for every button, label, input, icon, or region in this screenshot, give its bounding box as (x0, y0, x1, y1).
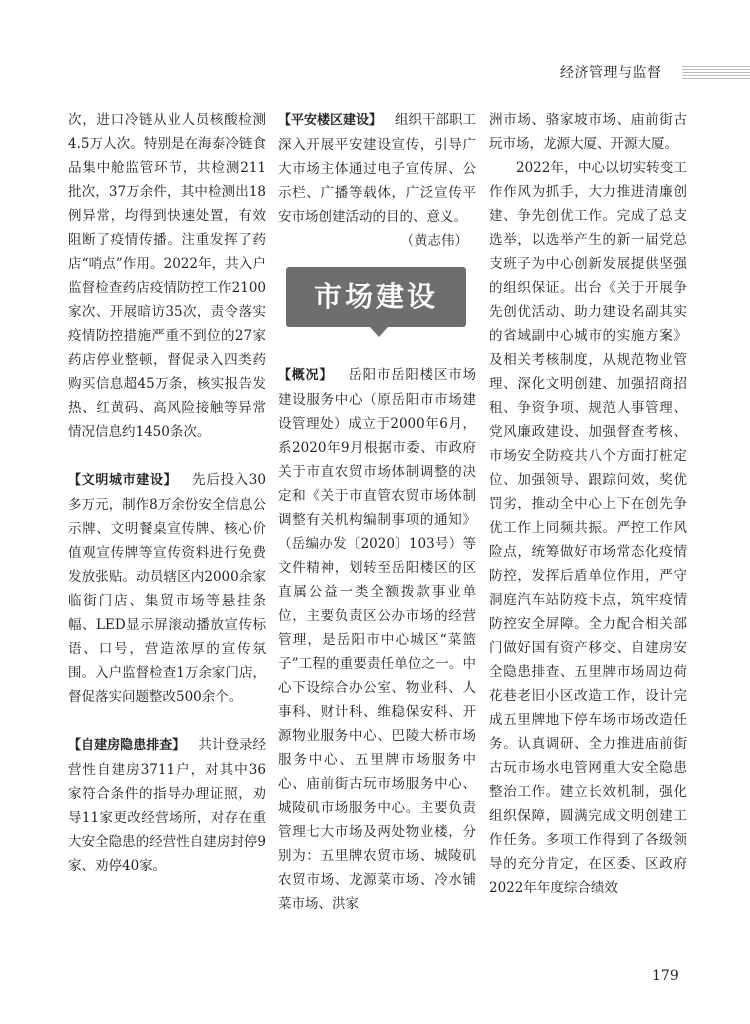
column-3 (489, 108, 687, 900)
section-text: 共计登录经营性自建房3711户，对其中36家符合条件的指导办理证照，劝导11家更改经营场所，对存在重大安全隐患的经营性自建房封停9家、劝停40家。 (68, 737, 266, 874)
banner-pointer (370, 327, 388, 337)
section-text: 组织干部职工深入开展平安建设宣传，引导广大市场主体通过电子宣传屏、公示栏、广播等载体，广泛宣传平安市场创建活动的目的、意义。 (278, 112, 477, 225)
section-overview (278, 363, 476, 916)
section-heading: 【自建房隐患排查】 (68, 738, 186, 753)
section-self-built-housing (68, 733, 266, 878)
page-number: 179 (652, 968, 679, 984)
column-2 (278, 108, 476, 916)
section-text: 先后投入30多万元，制作8万余份安全信息公示牌、文明餐桌宣传牌、核心价值观宣传牌等宣传资料进行免费发放张贴。动员辖区内2000余家临街门店、集贸市场等悬挂条幅、LED显示屏滚动播放宣传标语、口号，营造浓厚的宣传氛围。入户监督检查1万余家门店，督促落实问题整改500余个。 (68, 472, 266, 705)
section-text: 岳阳市岳阳楼区市场建设服务中心（原岳阳市市场建设管理处）成立于2000年6月，系2020年9月根据市委、市政府关于市直农贸市场体制调整的决定和《关于市直管农贸市场体制调整有关机构编制事项的通知》（岳编办发〔2020〕103号）等文件精神，划转至岳阳楼区的区直属公益一类全额拨款事业单位，主要负责区公办市场的经营管理，是岳阳市中心城区“菜篮子”工程的重要责任单位之一。中心下设综合办公室、物业科、人事科、财计科、维稳保安科、开源物业服务中心、巴陵大桥市场服务中心、五里牌市场服务中心、庙前街古玩市场服务中心、城陵矶市场服务中心。主要负责管理七大市场及两处物业楼，分别为：五里牌农贸市场、城陵矶农贸市场、龙源菜市场、冷水铺菜市场、洪家 (278, 367, 477, 912)
section-heading: 【概况】 (278, 368, 334, 383)
header-stripe-decoration (682, 66, 750, 80)
paragraph-continued: 洲市场、骆家坡市场、庙前街古玩市场，龙源大厦、开源大厦。 (489, 112, 687, 152)
section-civilized-city (68, 468, 266, 709)
column-1 (68, 108, 266, 878)
chapter-banner-title: 市场建设 (286, 267, 466, 327)
section-heading: 【平安楼区建设】 (278, 113, 383, 128)
chapter-banner (278, 255, 476, 351)
author-credit: （黄志伟） (400, 233, 468, 249)
paragraph-2022-work: 2022年，中心以切实转变工作作风为抓手，大力推进清廉创建、争先创优工作。完成了总支选举，以选举产生的新一届党总支班子为中心创新发展提供坚强的组织保证。出台《关于开展争先创优活动、助力建设名副其实的省域副中心城市的实施方案》及相关考核制度，从规范物业管理、深化文明创建、加强招商招租、争资争项、规范人事管理、党风廉政建设、加强督查考核、市场安全防疫共八个方面打桩定位、加强领导、跟踪问效，奖优罚劣，推动全中心上下在创先争优工作上同频共振。严控工作风险点，统筹做好市场常态化疫情防控，发挥后盾单位作用，严守洞庭汽车站防疫卡点，筑牢疫情防控安全屏障。全力配合相关部门做好国有资产移交、自建房安全隐患排查、五里牌市场周边荷花巷老旧小区改造工作，设计完成五里牌地下停车场市场改造任务。认真调研、全力推进庙前街古玩市场水电管网重大安全隐患整治工作。建立长效机制，强化组织保障，圆满完成文明创建工作任务。多项工作得到了各级领导的充分肯定，在区委、区政府2022年年度综合绩效 (489, 160, 687, 896)
section-heading: 【文明城市建设】 (68, 473, 178, 488)
section-safe-building (278, 108, 476, 229)
running-header-title: 经济管理与监督 (560, 65, 662, 81)
paragraph-continued: 次，进口冷链从业人员核酸检测4.5万人次。特别是在海泰冷链食品集中舱监管环节，共检测211批次，37万余件，其中检测出18例异常，均得到快速处置，有效阻断了疫情传播。注重发挥了药店“哨点”作用。2022年，共入户监督检查药店疫情防控工作2100家次、开展暗访35次，责令落实疫情防控措施严重不到位的27家药店停业整顿，督促录入四类药购买信息超45万条，核实报告发热、红黄码、高风险接触等异常情况信息约1450条次。 (68, 112, 266, 440)
